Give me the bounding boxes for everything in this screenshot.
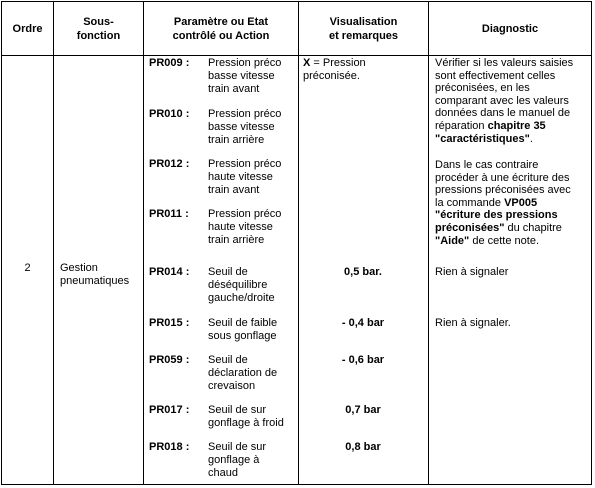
visualisation-value: 0,8 bar xyxy=(345,441,381,453)
row-ordre: 2 xyxy=(24,262,31,274)
header-diagnostic: Diagnostic xyxy=(481,22,539,35)
param-code: PR017 : xyxy=(149,404,190,416)
param-description: Seuil de déséquilibre gauche/droite xyxy=(208,266,275,304)
header-parametre: Paramètre ou Etat contrôlé ou Action xyxy=(172,15,270,42)
visualisation-value: 0,5 bar. xyxy=(344,266,382,278)
param-code: PR059 : xyxy=(149,354,190,366)
x-mark: X xyxy=(303,57,311,69)
param-code: PR014 : xyxy=(149,266,190,278)
diag-text: Dans le cas contraire procéder à une écriture des pressions préconisées avec la commande xyxy=(435,159,571,209)
param-description: Pression préco basse vitesse train arrière xyxy=(208,108,282,146)
diag-text: du chapitre xyxy=(507,221,562,234)
diag-bold-text: "Aide" xyxy=(435,234,470,247)
diag-bold-text: chapitre 35 "caractéristiques" xyxy=(435,119,546,145)
param-code: PR011 : xyxy=(149,208,189,220)
param-code: PR018 : xyxy=(149,441,190,453)
header-ordre: Ordre xyxy=(12,22,43,35)
visualisation-value: - 0,4 bar xyxy=(341,317,385,329)
x-text: = Pression préconisée. xyxy=(303,57,366,82)
visualisation-value: 0,7 bar xyxy=(345,404,381,416)
visualisation-remark xyxy=(303,57,423,83)
param-description: Seuil de sur gonflage à chaud xyxy=(208,441,267,479)
param-description: Seuil de sur gonflage à froid xyxy=(208,404,284,429)
diag-text: . xyxy=(529,132,533,145)
param-description: Pression préco haute vitesse train arrière xyxy=(208,208,282,246)
param-description: Seuil de faible sous gonflage xyxy=(208,317,278,342)
param-description: Seuil de déclaration de crevaison xyxy=(208,354,278,392)
diag-text: Vérifier si les valeurs saisies sont effectivement celles préconisées, en les comparant avec les valeurs données dans le manuel de réparation xyxy=(435,57,574,132)
visualisation-value: - 0,6 bar xyxy=(341,354,385,366)
param-description: Pression préco basse vitesse train avant xyxy=(208,57,282,95)
diagnostic-rien-2: Rien à signaler. xyxy=(435,317,511,329)
diag-bold-text: VP005 "écriture des pressions préconisées" xyxy=(435,196,558,234)
param-code: PR012 : xyxy=(149,158,190,170)
diagnostic-paragraph-2 xyxy=(435,159,585,247)
param-code: PR010 : xyxy=(149,108,190,120)
diag-text: de cette note. xyxy=(469,234,539,247)
param-code: PR009 : xyxy=(149,57,190,69)
header-visualisation: Visualisation et remarques xyxy=(328,15,399,42)
diagnostic-table xyxy=(1,1,592,485)
row-sous-fonction: Gestion pneumatiques xyxy=(60,262,130,287)
diagnostic-rien-1: Rien à signaler xyxy=(435,266,509,278)
header-sous-fonction: Sous- fonction xyxy=(76,15,121,42)
param-description: Pression préco haute vitesse train avant xyxy=(208,158,282,196)
param-code: PR015 : xyxy=(149,317,190,329)
diagnostic-paragraph-1 xyxy=(435,57,585,145)
